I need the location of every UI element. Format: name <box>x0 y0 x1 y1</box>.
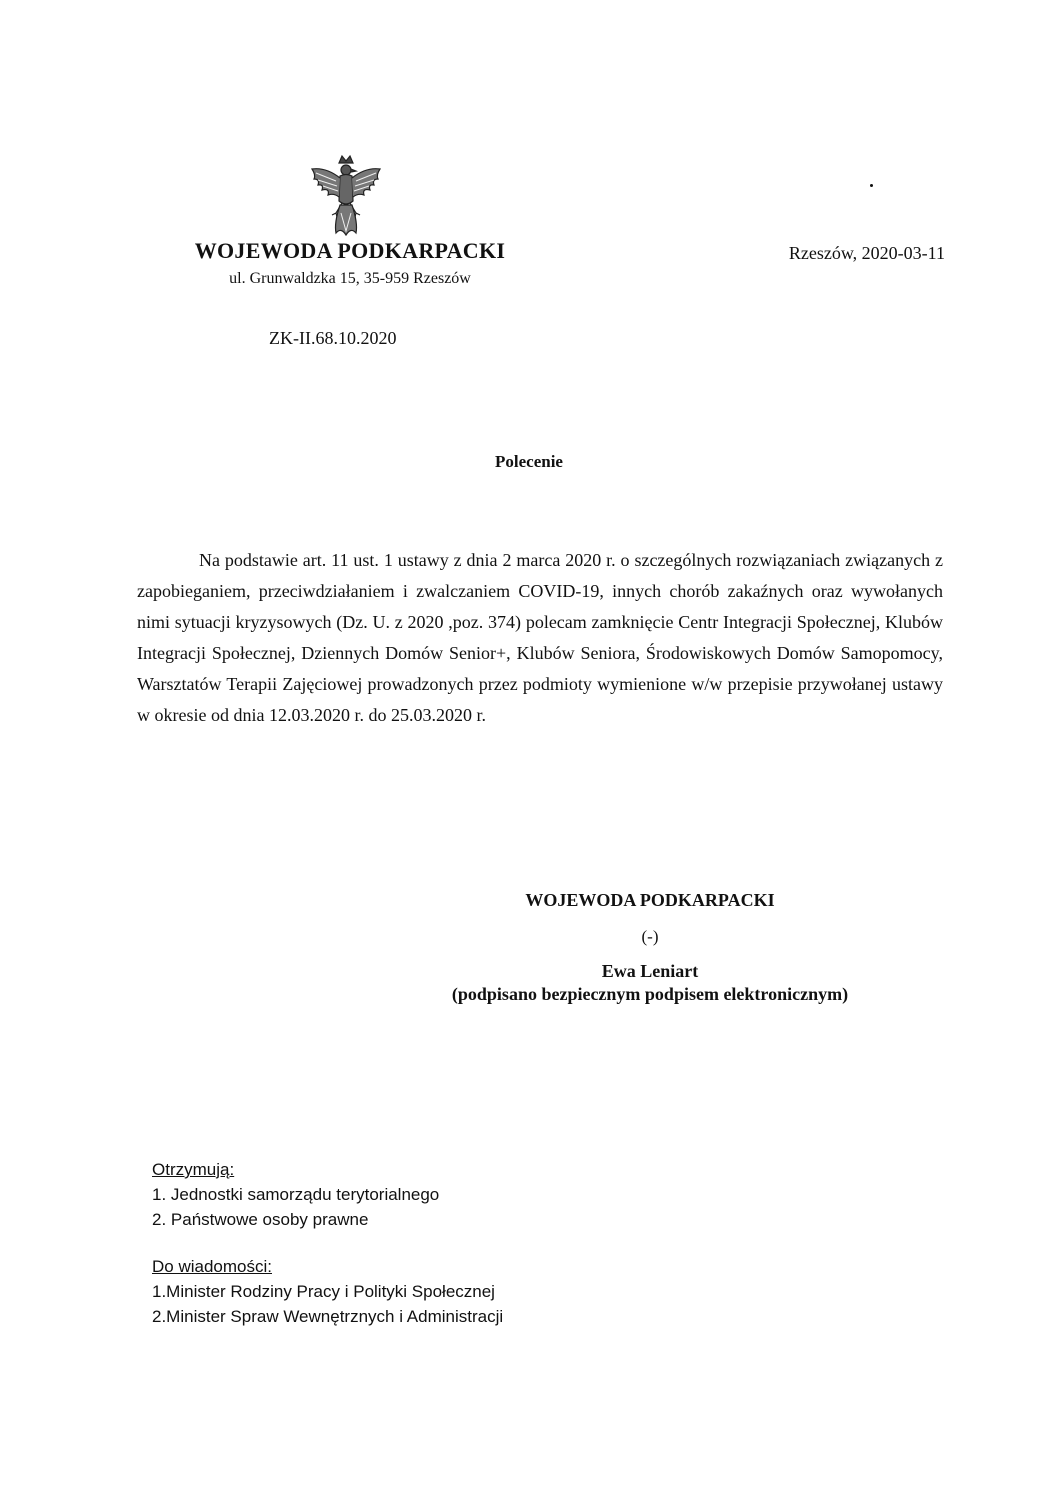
eagle-emblem-icon <box>306 153 386 237</box>
distribution-list <box>152 1157 503 1329</box>
signature-mark: (-) <box>641 927 659 946</box>
spacer <box>152 1232 503 1254</box>
issuing-authority: WOJEWODA PODKARPACKI <box>194 238 506 263</box>
for-information-heading: Do wiadomości: <box>152 1257 272 1276</box>
for-information-list <box>152 1279 503 1329</box>
document-title: Polecenie <box>495 452 563 471</box>
scan-mark <box>870 184 873 187</box>
list-item: 1. Jednostki samorządu terytorialnego <box>152 1185 440 1204</box>
recipients-list <box>152 1182 503 1232</box>
list-item: 2.Minister Spraw Wewnętrznych i Administracji <box>152 1307 504 1326</box>
order-body: Na podstawie art. 11 ust. 1 ustawy z dnia 2 marca 2020 r. o szczególnych rozwiązaniach związanych z zapobieganiem, przeciwdziałaniem i zwalczaniem COVID-19, innych chorób zakaźnych oraz wywołanych nimi sytuacji kryzysowych (Dz. U. z 2020 ,poz. 374) polecam zamknięcie Centr Integracji Społecznej, Klubów Integracji Społecznej, Dziennych Domów Senior+, Klubów Seniora, Środowiskowych Domów Samopomocy, Warsztatów Terapii Zajęciowej prowadzonych przez podmioty wymienione w/w przepisie przywołanej ustawy w okresie od dnia 12.03.2020 r. do 25.03.2020 r. <box>137 550 943 725</box>
authority-address: ul. Grunwaldzka 15, 35-959 Rzeszów <box>229 270 471 287</box>
list-item: 1.Minister Rodziny Pracy i Polityki Społecznej <box>152 1282 495 1301</box>
signature-block <box>380 888 920 1006</box>
list-item: 2. Państwowe osoby prawne <box>152 1210 369 1229</box>
recipients-heading: Otrzymują: <box>152 1160 235 1179</box>
signatory-title: WOJEWODA PODKARPACKI <box>525 890 775 910</box>
signature-note: (podpisano bezpiecznym podpisem elektronicznym) <box>451 984 849 1004</box>
signatory-name: Ewa Leniart <box>601 961 699 981</box>
place-and-date: Rzeszów, 2020-03-11 <box>788 243 945 263</box>
reference-number: ZK-II.68.10.2020 <box>269 328 397 348</box>
